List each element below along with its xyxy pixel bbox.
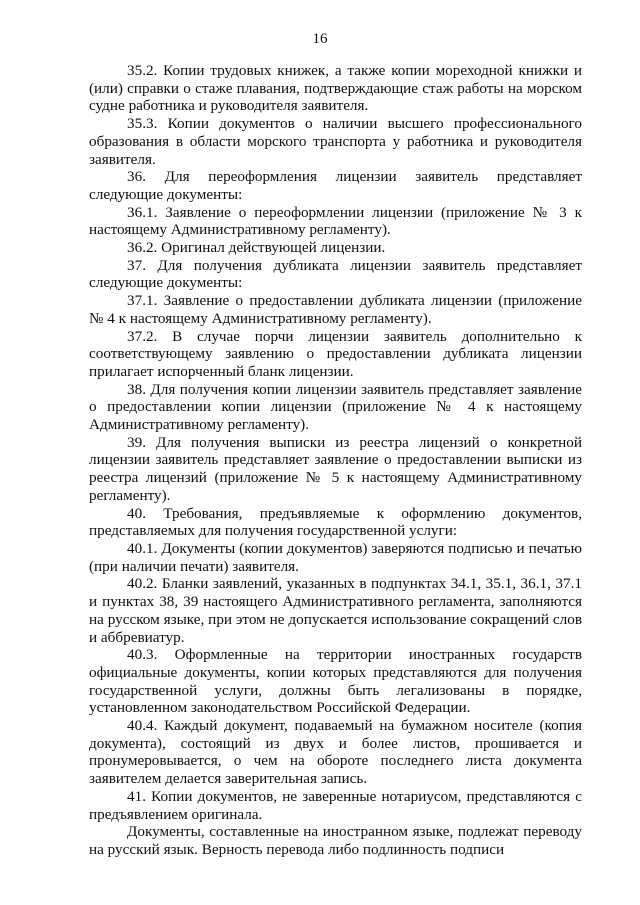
paragraph-36: 36. Для переоформления лицензии заявитель представляет следующие документы: [89,168,582,203]
paragraph-37-2: 37.2. В случае порчи лицензии заявитель дополнительно к соответствующему заявлению о предоставлении дубликата лицензии прилагает испорченный бланк лицензии. [89,327,582,380]
paragraph-36-1: 36.1. Заявление о переоформлении лицензии (приложение № 3 к настоящему Административному регламенту). [89,203,582,239]
paragraph-40-3: 40.3. Оформленные на территории иностранных государств официальные документы, копии которых представляются для получения государственной услуги, должны быть легализованы в порядке, установленном законодательством Российской Федерации. [89,646,582,717]
paragraph-38: 38. Для получения копии лицензии заявитель представляет заявление о предоставлении копии лицензии (приложение № 4 к настоящему Административному регламенту). [89,380,582,434]
paragraph-39: 39. Для получения выписки из реестра лицензий о конкретной лицензии заявитель представляет заявление о предоставлении выписки из реестра лицензий (приложение № 5 к настоящему Административному регламенту). [89,433,582,504]
paragraph-35-2: 35.2. Копии трудовых книжек, а также копии мореходной книжки и (или) справки о стаже плавания, подтверждающие стаж работы на морском судне работника и руководителя заявителя. [89,62,582,115]
paragraph-translation: Документы, составленные на иностранном языке, подлежат переводу на русский язык. Верность перевода либо подлинность подписи [89,823,582,858]
paragraph-40-4: 40.4. Каждый документ, подаваемый на бумажном носителе (копия документа), состоящий из двух и более листов, прошивается и пронумеровывается, о чем на обороте последнего листа документа заявителем делается заверительная запись. [89,717,582,788]
document-body [89,62,582,859]
paragraph-36-2: 36.2. Оригинал действующей лицензии. [127,239,386,257]
paragraph-37: 37. Для получения дубликата лицензии заявитель представляет следующие документы: [89,256,582,292]
paragraph-37-1: 37.1. Заявление о предоставлении дубликата лицензии (приложение № 4 к настоящему Административному регламенту). [89,292,582,327]
paragraph-40-2: 40.2. Бланки заявлений, указанных в подпунктах 34.1, 35.1, 36.1, 37.1 и пунктах 38, 39 настоящего Административного регламента, заполняются на русском языке, при этом не допускается использование сокращений слов и аббревиатур. [89,575,582,646]
paragraph-40: 40. Требования, предъявляемые к оформлению документов, представляемых для получения государственной услуги: [89,504,582,540]
paragraph-35-3: 35.3. Копии документов о наличии высшего профессионального образования в области морского транспорта у работника и руководителя заявителя. [89,115,582,168]
paragraph-40-1: 40.1. Документы (копии документов) заверяются подписью и печатью (при наличии печати) заявителя. [89,539,582,575]
paragraph-41: 41. Копии документов, не заверенные нотариусом, представляются с предъявлением оригинала. [89,787,582,823]
page-number: 16 [312,31,328,47]
